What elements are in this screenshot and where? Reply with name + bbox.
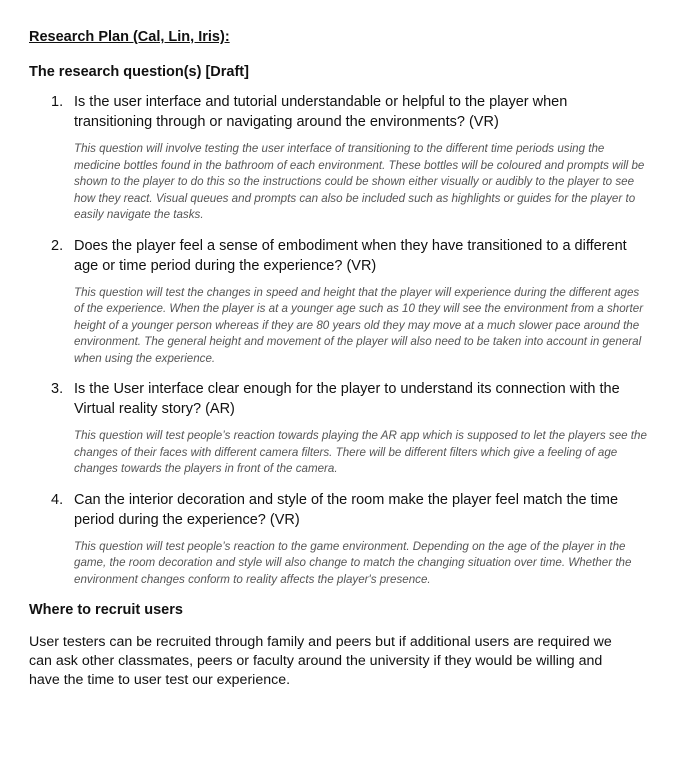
document-page — [29, 28, 649, 690]
question-number: 2. — [51, 237, 64, 254]
question-note: This question will test people’s reaction towards playing the AR app which is supposed to let the players see the changes of their faces with different camera filters. There will be different filters which give a feeling of age changes towards the players in front of the camera. — [74, 429, 647, 475]
question-number: 3. — [51, 381, 64, 397]
section-heading-recruit: Where to recruit users — [29, 602, 183, 618]
spacer — [29, 224, 649, 236]
recruit-paragraph: User testers can be recruited through family and peers but if additional users are required we can ask other classmates, peers or faculty around the university if they would be willing and have the time to user test our experience. — [29, 634, 612, 688]
research-question-list — [29, 92, 649, 588]
question-text: Is the user interface and tutorial understandable or helpful to the player when transitioning through or navigating around the environments? (VR) — [74, 94, 568, 130]
question-number: 4. — [51, 491, 64, 508]
research-question-item — [29, 379, 649, 478]
question-text: Can the interior decoration and style of the room make the player feel match the time period during the experience? (VR) — [74, 491, 619, 528]
spacer — [29, 478, 649, 490]
question-text: Is the User interface clear enough for the player to understand its connection with the Virtual reality story? (AR) — [74, 381, 620, 417]
research-question-item — [29, 92, 649, 224]
document-title: Research Plan (Cal, Lin, Iris): — [29, 29, 230, 45]
research-question-item — [29, 236, 649, 368]
question-note: This question will test people’s reaction to the game environment. Depending on the age of the player in the game, the room decoration and style will also change to match the changing situation over time. Whether the environment changes conform to reality affects the player's presence. — [74, 539, 632, 586]
question-note: This question will test the changes in speed and height that the player will experience during the different ages of the experience. When the player is at a younger age such as 10 they will see the environment from a shorter height of a younger person whereas if they are 80 years old they may move at a much slower pace around the environment. The general height and movement of the player will also need to be taken into account in general when using the experience. — [74, 285, 644, 365]
question-number: 1. — [51, 94, 64, 110]
research-question-item — [29, 490, 649, 589]
section-heading-research-questions: The research question(s) [Draft] — [29, 64, 249, 80]
question-text: Does the player feel a sense of embodiment when they have transitioned to a different age or time period during the experience? (VR) — [74, 237, 627, 274]
question-note: This question will involve testing the user interface of transitioning to the different time periods using the medicine bottles found in the bathroom of each environment. These bottles will be coloured and prompts will be shown to the player to do this so the instructions could be shown either visually or audibly to the player to see how they react. Visual queues and prompts can also be included such as highlights or guides for the player to easily navigate the tasks. — [74, 142, 645, 221]
spacer — [29, 367, 649, 379]
